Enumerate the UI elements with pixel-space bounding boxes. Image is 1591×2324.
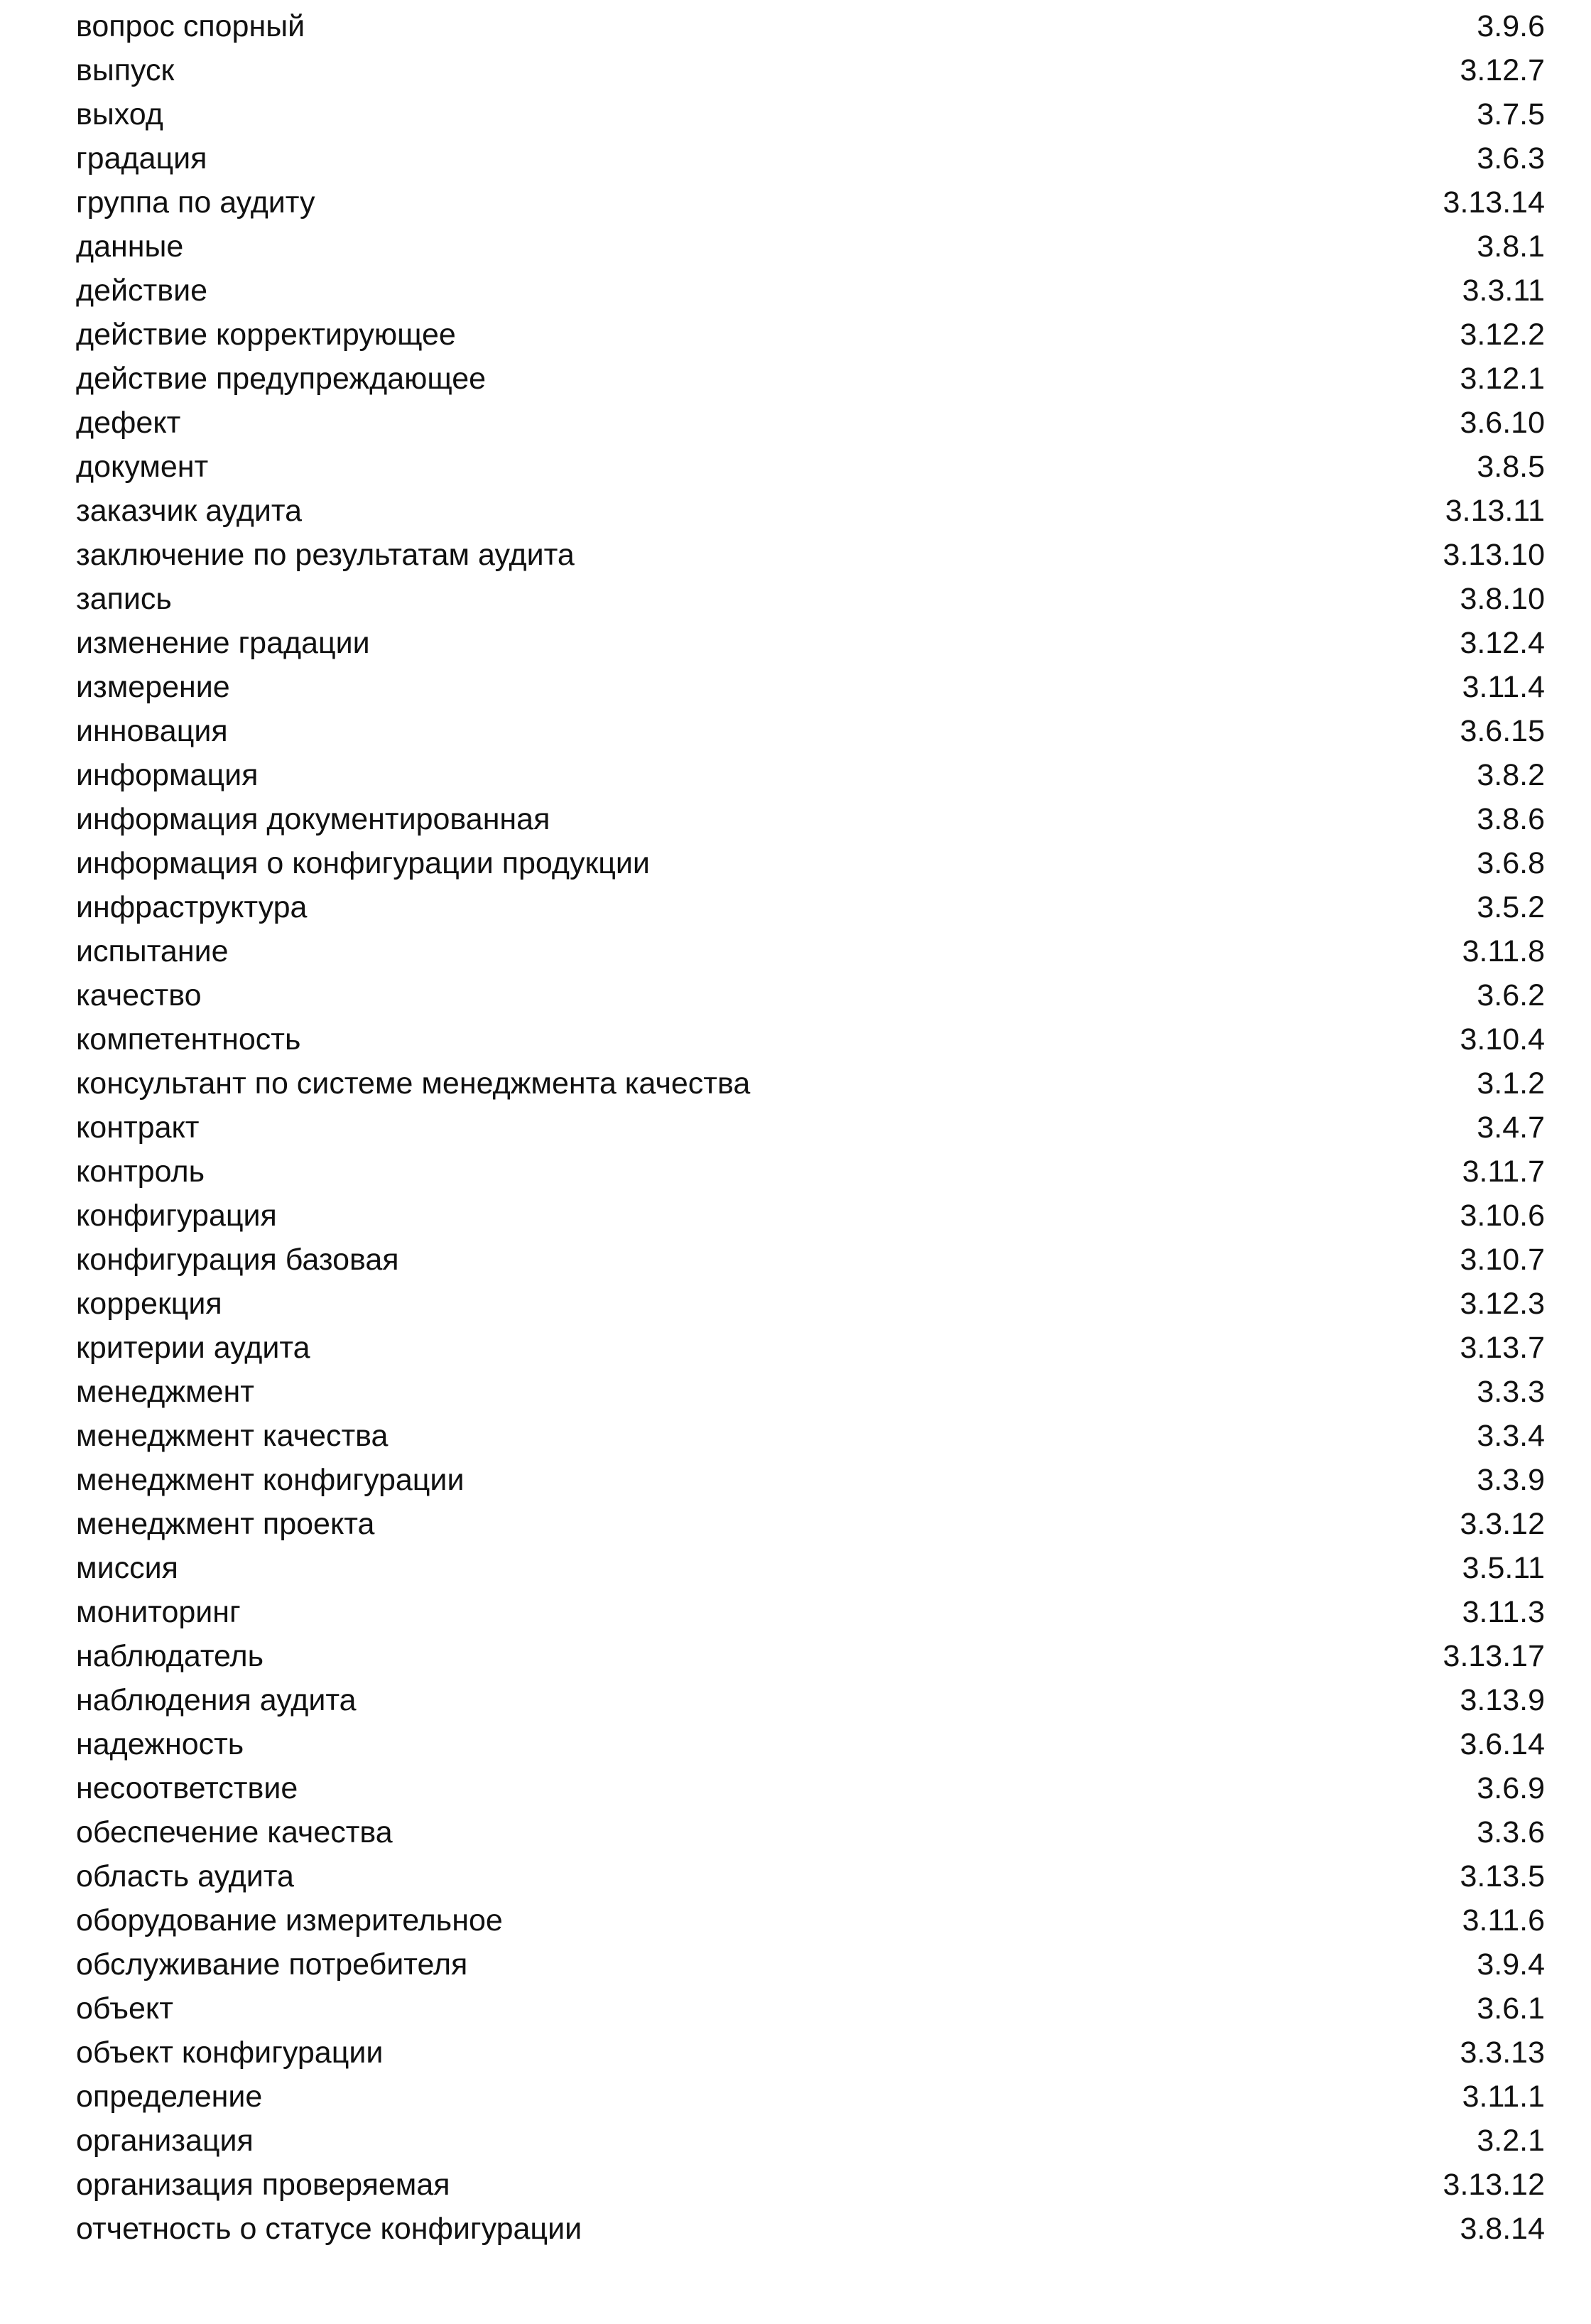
index-entry (76, 1678, 1545, 1722)
index-term: компетентность (76, 1022, 301, 1056)
index-entry (76, 621, 1545, 665)
index-term: конфигурация базовая (76, 1243, 399, 1277)
index-term: организация (76, 2124, 254, 2158)
index-entry (76, 1106, 1545, 1150)
index-term: качество (76, 978, 202, 1012)
index-term: объект конфигурации (76, 2036, 384, 2070)
index-ref: 3.13.7 (1460, 1331, 1545, 1365)
index-entry (76, 1326, 1545, 1370)
index-entry (76, 225, 1545, 269)
index-entry (76, 1370, 1545, 1414)
index-ref: 3.9.6 (1477, 9, 1545, 43)
index-ref: 3.8.5 (1477, 450, 1545, 484)
index-ref: 3.12.7 (1460, 53, 1545, 87)
index-ref: 3.6.2 (1477, 978, 1545, 1012)
index-entry (76, 1061, 1545, 1106)
index-entry (76, 92, 1545, 136)
index-term: объект (76, 1991, 173, 2026)
index-ref: 3.8.2 (1477, 758, 1545, 792)
index-term: документ (76, 450, 209, 484)
index-entry (76, 841, 1545, 885)
index-ref: 3.8.6 (1477, 802, 1545, 836)
index-ref: 3.4.7 (1477, 1110, 1545, 1145)
index-ref: 3.11.1 (1462, 2080, 1545, 2114)
index-entry (76, 665, 1545, 709)
index-entry (76, 48, 1545, 92)
index-entry (76, 709, 1545, 753)
index-entry (76, 489, 1545, 533)
index-term: группа по аудиту (76, 185, 315, 220)
index-term: определение (76, 2080, 263, 2114)
index-entry (76, 180, 1545, 225)
index-ref: 3.10.7 (1460, 1243, 1545, 1277)
index-entry (76, 1017, 1545, 1061)
term-index-list (76, 4, 1545, 2251)
index-term: выпуск (76, 53, 175, 87)
index-term: контракт (76, 1110, 200, 1145)
index-term: действие корректирующее (76, 318, 456, 352)
index-term: менеджмент проекта (76, 1507, 375, 1541)
index-term: консультант по системе менеджмента качества (76, 1066, 751, 1101)
index-entry (76, 973, 1545, 1017)
index-entry (76, 2119, 1545, 2163)
index-ref: 3.11.3 (1462, 1595, 1545, 1629)
index-term: область аудита (76, 1859, 294, 1893)
index-entry (76, 1238, 1545, 1282)
index-entry (76, 1150, 1545, 1194)
index-ref: 3.1.2 (1477, 1066, 1545, 1101)
index-term: наблюдатель (76, 1639, 264, 1673)
index-entry (76, 797, 1545, 841)
index-term: измерение (76, 670, 230, 704)
index-ref: 3.3.3 (1477, 1375, 1545, 1409)
index-term: отчетность о статусе конфигурации (76, 2212, 582, 2246)
index-entry (76, 577, 1545, 621)
index-entry (76, 1810, 1545, 1854)
index-term: выход (76, 97, 163, 131)
index-term: менеджмент (76, 1375, 254, 1409)
index-ref: 3.10.6 (1460, 1199, 1545, 1233)
index-entry (76, 1282, 1545, 1326)
index-entry (76, 1458, 1545, 1502)
index-entry (76, 4, 1545, 48)
index-entry (76, 1546, 1545, 1590)
index-term: критерии аудита (76, 1331, 310, 1365)
index-term: несоответствие (76, 1771, 298, 1805)
index-ref: 3.11.8 (1462, 934, 1545, 968)
index-entry (76, 1942, 1545, 1987)
index-entry (76, 533, 1545, 577)
index-entry (76, 1854, 1545, 1898)
index-entry (76, 269, 1545, 313)
index-term: инновация (76, 714, 228, 748)
index-term: информация документированная (76, 802, 550, 836)
index-term: менеджмент качества (76, 1419, 389, 1453)
index-term: миссия (76, 1551, 178, 1585)
index-ref: 3.6.3 (1477, 141, 1545, 175)
index-term: дефект (76, 406, 181, 440)
index-entry (76, 2163, 1545, 2207)
index-ref: 3.6.15 (1460, 714, 1545, 748)
index-term: наблюдения аудита (76, 1683, 357, 1717)
index-ref: 3.6.10 (1460, 406, 1545, 440)
index-term: действие (76, 274, 207, 308)
index-entry (76, 1414, 1545, 1458)
index-entry (76, 2075, 1545, 2119)
index-term: надежность (76, 1727, 244, 1761)
index-ref: 3.13.11 (1445, 494, 1545, 528)
index-ref: 3.13.9 (1460, 1683, 1545, 1717)
index-term: конфигурация (76, 1199, 277, 1233)
index-entry (76, 2031, 1545, 2075)
index-entry (76, 313, 1545, 357)
index-term: информация (76, 758, 259, 792)
index-term: мониторинг (76, 1595, 241, 1629)
index-ref: 3.11.4 (1462, 670, 1545, 704)
index-term: изменение градации (76, 626, 370, 660)
index-ref: 3.11.7 (1462, 1155, 1545, 1189)
index-entry (76, 1634, 1545, 1678)
index-ref: 3.13.14 (1443, 185, 1545, 220)
index-entry (76, 1590, 1545, 1634)
index-ref: 3.3.9 (1477, 1463, 1545, 1497)
index-ref: 3.6.1 (1477, 1991, 1545, 2026)
index-ref: 3.12.3 (1460, 1287, 1545, 1321)
index-ref: 3.6.8 (1477, 846, 1545, 880)
index-entry (76, 357, 1545, 401)
index-entry (76, 885, 1545, 929)
index-ref: 3.13.12 (1443, 2168, 1545, 2202)
index-term: организация проверяемая (76, 2168, 450, 2202)
index-term: информация о конфигурации продукции (76, 846, 650, 880)
index-term: инфраструктура (76, 890, 308, 924)
index-ref: 3.8.14 (1460, 2212, 1545, 2246)
index-term: градация (76, 141, 207, 175)
index-ref: 3.13.17 (1443, 1639, 1545, 1673)
index-ref: 3.3.11 (1462, 274, 1545, 308)
index-ref: 3.6.14 (1460, 1727, 1545, 1761)
index-term: вопрос спорный (76, 9, 305, 43)
index-term: запись (76, 582, 172, 616)
index-term: заключение по результатам аудита (76, 538, 575, 572)
index-ref: 3.13.5 (1460, 1859, 1545, 1893)
index-entry (76, 929, 1545, 973)
index-term: оборудование измерительное (76, 1903, 503, 1937)
index-ref: 3.12.4 (1460, 626, 1545, 660)
index-term: данные (76, 229, 184, 264)
index-entry (76, 445, 1545, 489)
index-entry (76, 1987, 1545, 2031)
index-term: действие предупреждающее (76, 362, 487, 396)
index-term: испытание (76, 934, 229, 968)
index-term: обслуживание потребителя (76, 1947, 468, 1982)
index-ref: 3.10.4 (1460, 1022, 1545, 1056)
index-entry (76, 401, 1545, 445)
index-ref: 3.11.6 (1462, 1903, 1545, 1937)
index-entry (76, 1766, 1545, 1810)
index-term: обеспечение качества (76, 1815, 393, 1849)
index-term: контроль (76, 1155, 205, 1189)
index-term: коррекция (76, 1287, 222, 1321)
index-ref: 3.2.1 (1477, 2124, 1545, 2158)
index-term: менеджмент конфигурации (76, 1463, 465, 1497)
index-ref: 3.9.4 (1477, 1947, 1545, 1982)
index-ref: 3.3.12 (1460, 1507, 1545, 1541)
index-entry (76, 1898, 1545, 1942)
index-ref: 3.3.13 (1460, 2036, 1545, 2070)
index-entry (76, 1502, 1545, 1546)
index-ref: 3.3.4 (1477, 1419, 1545, 1453)
index-ref: 3.7.5 (1477, 97, 1545, 131)
index-ref: 3.12.1 (1460, 362, 1545, 396)
index-entry (76, 753, 1545, 797)
index-ref: 3.5.2 (1477, 890, 1545, 924)
index-ref: 3.12.2 (1460, 318, 1545, 352)
index-ref: 3.3.6 (1477, 1815, 1545, 1849)
index-ref: 3.8.10 (1460, 582, 1545, 616)
index-entry (76, 1722, 1545, 1766)
index-entry (76, 136, 1545, 180)
index-entry (76, 1194, 1545, 1238)
index-entry (76, 2207, 1545, 2251)
index-ref: 3.13.10 (1443, 538, 1545, 572)
index-term: заказчик аудита (76, 494, 303, 528)
index-ref: 3.6.9 (1477, 1771, 1545, 1805)
index-ref: 3.8.1 (1477, 229, 1545, 264)
index-ref: 3.5.11 (1462, 1551, 1545, 1585)
